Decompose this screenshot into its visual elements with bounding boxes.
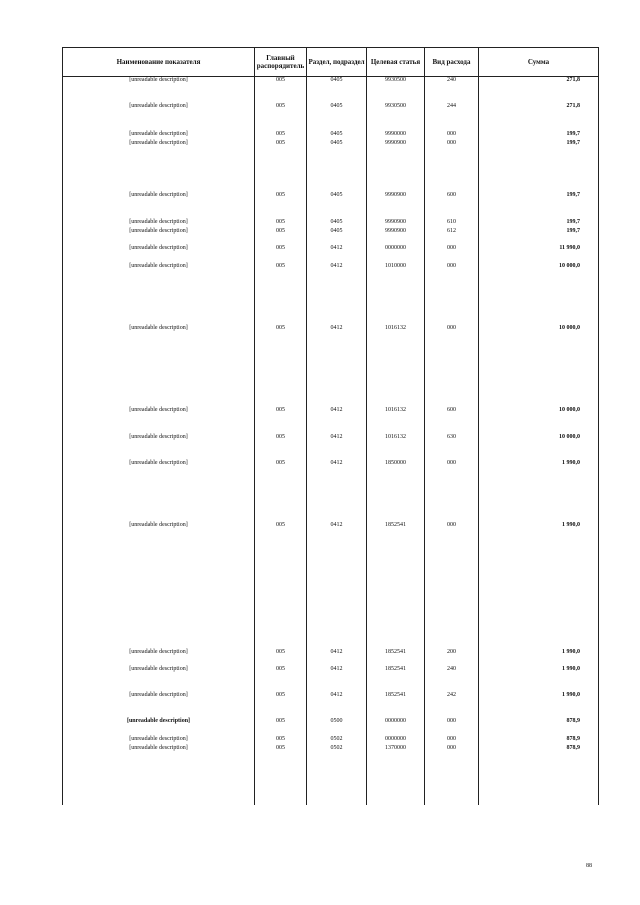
row-grbs: 005 <box>255 407 307 434</box>
table-row <box>63 140 599 192</box>
row-grbs: 005 <box>255 263 307 325</box>
row-grbs: 005 <box>255 77 307 103</box>
row-target: 1852541 <box>367 692 425 718</box>
row-expense-type: 000 <box>425 718 479 736</box>
table-row <box>63 131 599 140</box>
row-name: [unreadable description] <box>63 434 255 460</box>
table-row <box>63 736 599 745</box>
row-section: 0412 <box>307 263 367 325</box>
table-row <box>63 219 599 228</box>
row-sum: 1 990,0 <box>479 522 599 649</box>
row-section: 0500 <box>307 718 367 736</box>
row-target: 1850000 <box>367 460 425 522</box>
row-section: 0412 <box>307 649 367 666</box>
row-section: 0405 <box>307 131 367 140</box>
row-name: [unreadable description] <box>63 140 255 192</box>
row-sum: 199,7 <box>479 228 599 245</box>
row-sum: 271,8 <box>479 103 599 131</box>
row-target: 9990900 <box>367 219 425 228</box>
row-grbs: 005 <box>255 219 307 228</box>
row-sum: 1 990,0 <box>479 692 599 718</box>
table-row <box>63 407 599 434</box>
table-row <box>63 263 599 325</box>
row-sum: 199,7 <box>479 131 599 140</box>
row-name: [unreadable description] <box>63 666 255 692</box>
row-section: 0405 <box>307 228 367 245</box>
row-grbs: 005 <box>255 140 307 192</box>
row-grbs: 005 <box>255 325 307 407</box>
budget-table <box>62 47 599 805</box>
row-section: 0412 <box>307 522 367 649</box>
row-sum: 878,9 <box>479 745 599 805</box>
row-target: 1370000 <box>367 745 425 805</box>
row-sum: 10 000,0 <box>479 434 599 460</box>
row-sum: 10 000,0 <box>479 263 599 325</box>
header-grbs: Главный распорядитель <box>255 48 307 77</box>
row-sum: 10 000,0 <box>479 325 599 407</box>
row-target: 1852541 <box>367 666 425 692</box>
row-expense-type: 000 <box>425 460 479 522</box>
row-name: [unreadable description] <box>63 522 255 649</box>
row-target: 1010000 <box>367 263 425 325</box>
row-target: 1016132 <box>367 407 425 434</box>
row-sum: 199,7 <box>479 140 599 192</box>
table-body <box>63 77 599 805</box>
row-name: [unreadable description] <box>63 131 255 140</box>
row-name: [unreadable description] <box>63 407 255 434</box>
row-section: 0412 <box>307 434 367 460</box>
row-grbs: 005 <box>255 103 307 131</box>
row-section: 0412 <box>307 666 367 692</box>
row-name: [unreadable description] <box>63 219 255 228</box>
row-name: [unreadable description] <box>63 325 255 407</box>
table-row <box>63 77 599 103</box>
row-grbs: 005 <box>255 692 307 718</box>
row-name: [unreadable description] <box>63 718 255 736</box>
header-section: Раздел, подраздел <box>307 48 367 77</box>
row-section: 0405 <box>307 219 367 228</box>
row-expense-type: 600 <box>425 192 479 219</box>
row-expense-type: 000 <box>425 245 479 263</box>
row-grbs: 005 <box>255 522 307 649</box>
row-expense-type: 000 <box>425 325 479 407</box>
row-expense-type: 000 <box>425 522 479 649</box>
row-expense-type: 000 <box>425 140 479 192</box>
row-section: 0412 <box>307 460 367 522</box>
row-expense-type: 612 <box>425 228 479 245</box>
row-target: 1016132 <box>367 325 425 407</box>
row-target: 0000000 <box>367 718 425 736</box>
table-row <box>63 103 599 131</box>
header-target: Целевая статья <box>367 48 425 77</box>
row-section: 0502 <box>307 745 367 805</box>
row-grbs: 005 <box>255 434 307 460</box>
row-name: [unreadable description] <box>63 460 255 522</box>
table-row <box>63 666 599 692</box>
row-grbs: 005 <box>255 745 307 805</box>
row-target: 0000000 <box>367 245 425 263</box>
row-grbs: 005 <box>255 666 307 692</box>
row-sum: 878,9 <box>479 718 599 736</box>
table-row <box>63 228 599 245</box>
document-page <box>62 47 598 805</box>
row-section: 0412 <box>307 245 367 263</box>
row-sum: 10 000,0 <box>479 407 599 434</box>
row-sum: 1 990,0 <box>479 649 599 666</box>
row-name: [unreadable description] <box>63 692 255 718</box>
row-name: [unreadable description] <box>63 228 255 245</box>
row-expense-type: 240 <box>425 666 479 692</box>
row-expense-type: 600 <box>425 407 479 434</box>
row-sum: 878,9 <box>479 736 599 745</box>
row-target: 9930500 <box>367 103 425 131</box>
row-sum: 1 990,0 <box>479 666 599 692</box>
header-sum: Сумма <box>479 48 599 77</box>
row-expense-type: 000 <box>425 263 479 325</box>
row-section: 0412 <box>307 407 367 434</box>
row-expense-type: 240 <box>425 77 479 103</box>
row-grbs: 005 <box>255 245 307 263</box>
row-target: 1016132 <box>367 434 425 460</box>
row-section: 0412 <box>307 692 367 718</box>
row-section: 0405 <box>307 77 367 103</box>
row-section: 0405 <box>307 140 367 192</box>
row-sum: 199,7 <box>479 192 599 219</box>
row-name: [unreadable description] <box>63 103 255 131</box>
header-expense-type: Вид расхода <box>425 48 479 77</box>
row-target: 9990900 <box>367 192 425 219</box>
table-row <box>63 460 599 522</box>
row-expense-type: 000 <box>425 736 479 745</box>
row-target: 1852541 <box>367 649 425 666</box>
row-expense-type: 242 <box>425 692 479 718</box>
table-row <box>63 325 599 407</box>
row-grbs: 005 <box>255 460 307 522</box>
row-name: [unreadable description] <box>63 263 255 325</box>
row-sum: 199,7 <box>479 219 599 228</box>
table-row <box>63 718 599 736</box>
row-section: 0405 <box>307 103 367 131</box>
row-expense-type: 000 <box>425 131 479 140</box>
row-grbs: 005 <box>255 736 307 745</box>
row-grbs: 005 <box>255 192 307 219</box>
row-grbs: 005 <box>255 131 307 140</box>
row-target: 9990000 <box>367 131 425 140</box>
row-sum: 1 990,0 <box>479 460 599 522</box>
row-sum: 11 990,0 <box>479 245 599 263</box>
row-name: [unreadable description] <box>63 77 255 103</box>
table-row <box>63 245 599 263</box>
row-target: 9990900 <box>367 140 425 192</box>
row-name: [unreadable description] <box>63 649 255 666</box>
row-expense-type: 610 <box>425 219 479 228</box>
row-target: 0000000 <box>367 736 425 745</box>
row-name: [unreadable description] <box>63 192 255 219</box>
row-expense-type: 630 <box>425 434 479 460</box>
row-name: [unreadable description] <box>63 245 255 263</box>
row-target: 9930500 <box>367 77 425 103</box>
row-section: 0502 <box>307 736 367 745</box>
row-target: 9990900 <box>367 228 425 245</box>
row-grbs: 005 <box>255 718 307 736</box>
row-name: [unreadable description] <box>63 745 255 805</box>
page-number: 88 <box>586 863 592 869</box>
row-target: 1852541 <box>367 522 425 649</box>
row-name: [unreadable description] <box>63 736 255 745</box>
row-grbs: 005 <box>255 228 307 245</box>
row-sum: 271,8 <box>479 77 599 103</box>
table-row <box>63 692 599 718</box>
header-name: Наименование показателя <box>63 48 255 77</box>
row-expense-type: 200 <box>425 649 479 666</box>
row-grbs: 005 <box>255 649 307 666</box>
row-expense-type: 244 <box>425 103 479 131</box>
table-row <box>63 434 599 460</box>
table-row <box>63 649 599 666</box>
table-row <box>63 192 599 219</box>
row-section: 0405 <box>307 192 367 219</box>
table-row <box>63 522 599 649</box>
table-row <box>63 745 599 805</box>
row-section: 0412 <box>307 325 367 407</box>
table-header-row <box>63 48 599 77</box>
row-expense-type: 000 <box>425 745 479 805</box>
